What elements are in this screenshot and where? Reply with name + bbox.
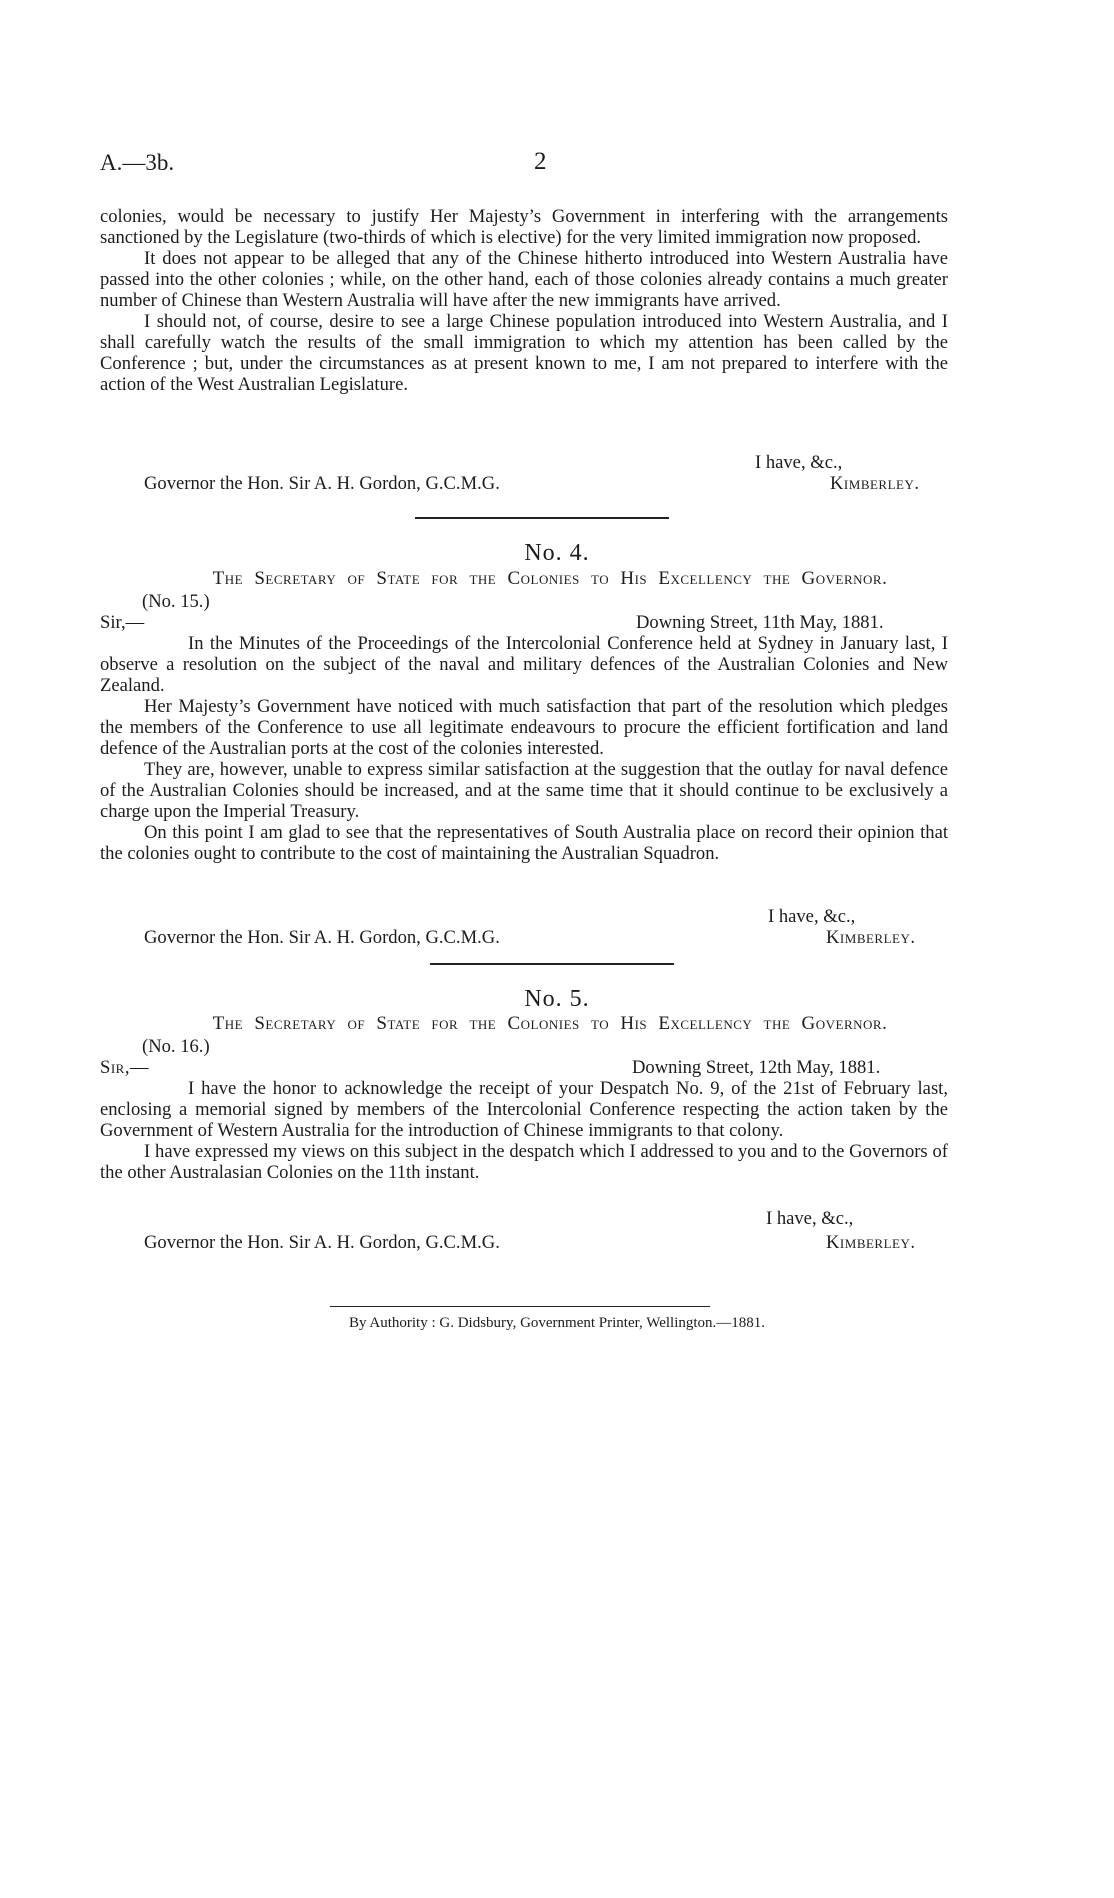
previous-despatch-continuation [100,206,948,395]
despatch-title: The Secretary of State for the Colonies to His Excellency the Governor. [212,568,888,589]
closing-phrase: I have, &c., [766,1208,854,1229]
paragraph: On this point I am glad to see that the representatives of South Australia place on record their opinion that the colonies ought to contribute to the cost of maintaining the Australian Squadron. [100,822,948,864]
despatch-number: No. 5. [524,986,590,1012]
despatch-body [100,1078,948,1183]
paragraph: It does not appear to be alleged that any of the Chinese hitherto introduced into Western Australia have passed into the other colonies ; while, on the other hand, each of those colonies already contains a much greater number of Chinese than Western Australia will have after the new immigrants have arrived. [100,248,948,311]
footer-rule [330,1306,710,1307]
section-divider [430,963,674,965]
paragraph: In the Minutes of the Proceedings of the Intercolonial Conference held at Sydney in January last, I observe a resolution on the subject of the naval and military defences of the Australian Colonies and New Zealand. [100,633,948,696]
printer-imprint: By Authority : G. Didsbury, Government Printer, Wellington.—1881. [348,1315,766,1331]
closing-phrase: I have, &c., [755,452,843,473]
addressee: Governor the Hon. Sir A. H. Gordon, G.C.M.G. [144,473,500,494]
salutation: Sir,— [100,1057,150,1078]
paragraph: I have the honor to acknowledge the receipt of your Despatch No. 9, of the 21st of February last, enclosing a memorial signed by members of the Intercolonial Conference respecting the action taken by the Government of Western Australia for the introduction of Chinese immigrants to that colony. [100,1078,948,1141]
signature: Kimberley. [826,927,916,948]
paragraph: I have expressed my views on this subject in the despatch which I addressed to you and to the Governors of the other Australasian Colonies on the 11th instant. [100,1141,948,1183]
despatch-number: No. 4. [524,540,590,566]
document-reference: A.—3b. [100,150,175,175]
place-date: Downing Street, 11th May, 1881. [636,612,884,633]
paragraph: colonies, would be necessary to justify Her Majesty’s Government in interfering with the arrangements sanctioned by the Legislature (two-thirds of which is elective) for the very limited immigration now proposed. [100,206,948,248]
signature: Kimberley. [826,1232,916,1253]
despatch-reference: (No. 15.) [142,591,210,612]
addressee: Governor the Hon. Sir A. H. Gordon, G.C.M.G. [144,1232,500,1253]
paragraph: Her Majesty’s Government have noticed with much satisfaction that part of the resolution which pledges the members of the Conference to use all legitimate endeavours to procure the efficient fortification and land defence of the Australian ports at the cost of the colonies interested. [100,696,948,759]
signature: Kimberley. [830,473,920,494]
page-number: 2 [534,148,547,175]
closing-phrase: I have, &c., [768,906,856,927]
paragraph: They are, however, unable to express similar satisfaction at the suggestion that the outlay for naval defence of the Australian Colonies should be increased, and at the same time that it should continue to be exclusively a charge upon the Imperial Treasury. [100,759,948,822]
despatch-body [100,633,948,864]
section-divider [415,517,669,519]
addressee: Governor the Hon. Sir A. H. Gordon, G.C.M.G. [144,927,500,948]
despatch-title: The Secretary of State for the Colonies to His Excellency the Governor. [212,1013,888,1034]
salutation: Sir,— [100,612,145,633]
despatch-reference: (No. 16.) [142,1036,210,1057]
place-date: Downing Street, 12th May, 1881. [632,1057,881,1078]
paragraph: I should not, of course, desire to see a large Chinese population introduced into Western Australia, and I shall carefully watch the results of the small immigration to which my attention has been called by the Conference ; but, under the circumstances as at present known to me, I am not prepared to interfere with the action of the West Australian Legislature. [100,311,948,395]
